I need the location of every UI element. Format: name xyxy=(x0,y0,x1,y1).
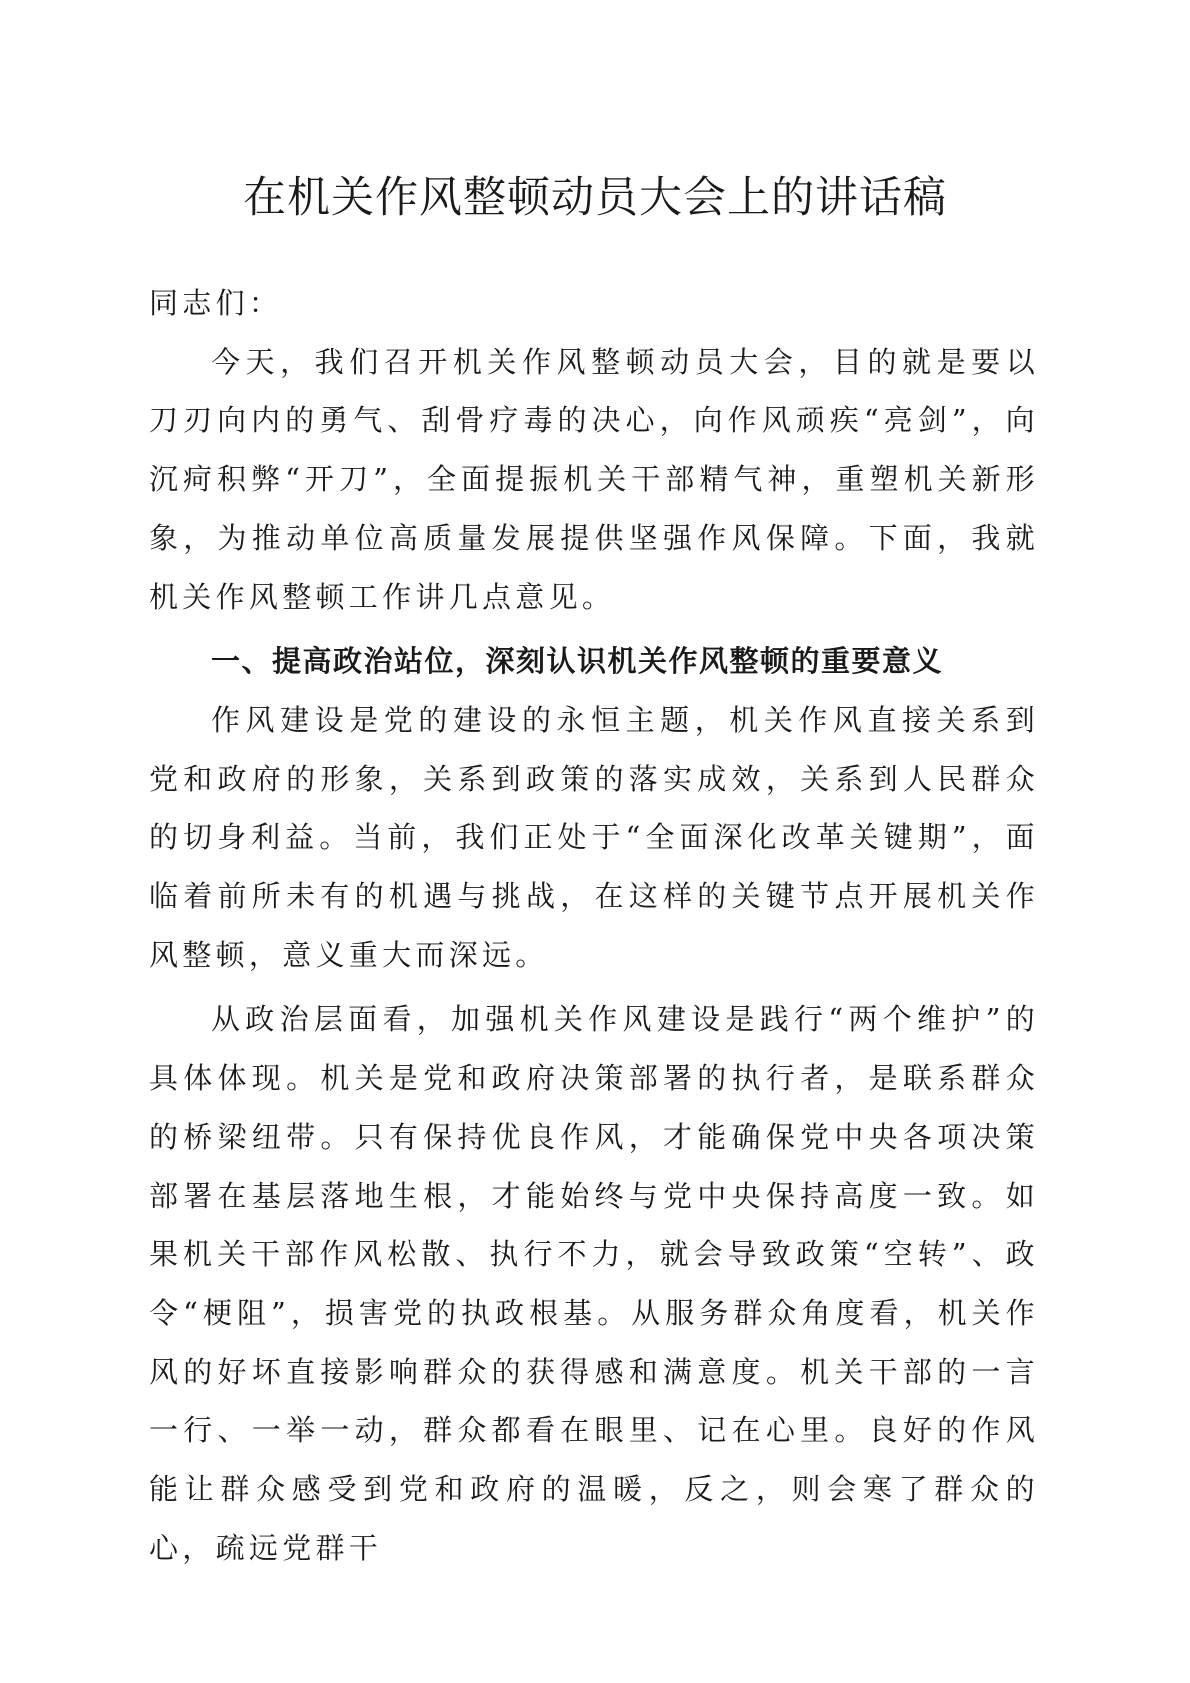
document-title: 在机关作风整顿动员大会上的讲话稿 xyxy=(243,173,947,223)
salutation: 同志们： xyxy=(149,286,283,320)
intro-paragraph: 今天，我们召开机关作风整顿动员大会，目的就是要以刀刃向内的勇气、刮骨疗毒的决心，向作风顽疾“亮剑”，向沉疴积弊“开刀”，全面提振机关干部精气神，重塑机关新形象，为推动单位高质量发展提供坚强作风保障。下面，我就机关作风整顿工作讲几点意见。 xyxy=(149,344,1039,614)
section-paragraph: 作风建设是党的建设的永恒主题，机关作风直接关系到党和政府的形象，关系到政策的落实成效，关系到人民群众的切身利益。当前，我们正处于“全面深化改革关键期”，面临着前所未有的机遇与挑战，在这样的关键节点开展机关作风整顿，意义重大而深远。 xyxy=(149,702,1039,972)
document-body xyxy=(149,274,1039,1577)
section-heading: 一、提高政治站位，深刻认识机关作风整顿的重要意义 xyxy=(211,644,944,679)
section-paragraph: 从政治层面看，加强机关作风建设是践行“两个维护”的具体体现。机关是党和政府决策部署的执行者，是联系群众的桥梁纽带。只有保持优良作风，才能确保党中央各项决策部署在基层落地生根，才能始终与党中央保持高度一致。如果机关干部作风松散、执行不力，就会导致政策“空转”、政令“梗阻”，损害党的执政根基。从服务群众角度看，机关作风的好坏直接影响群众的获得感和满意度。机关干部的一言一行、一举一动，群众都看在眼里、记在心里。良好的作风能让群众感受到党和政府的温暖，反之，则会寒了群众的心，疏远党群干 xyxy=(149,1002,1039,1565)
